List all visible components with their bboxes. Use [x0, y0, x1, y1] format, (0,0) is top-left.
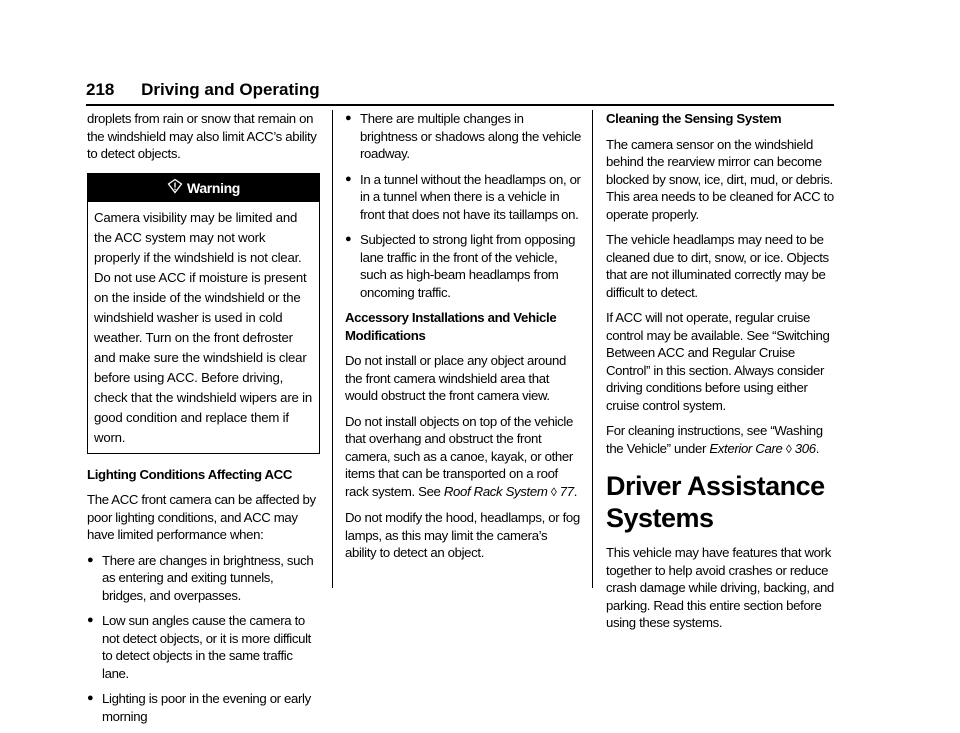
section-title: Driving and Operating: [141, 80, 320, 99]
bullet-item: ● There are changes in brightness, such as entering and exiting tunnels, bridges, and overpasses.: [87, 552, 314, 603]
column-3: [606, 110, 842, 640]
cross-reference-link[interactable]: Exterior Care: [709, 440, 783, 456]
column-2: [345, 110, 581, 570]
bullet-item: ● There are multiple changes in brightness or shadows along the vehicle roadway.: [345, 111, 581, 161]
bullet-icon: ●: [87, 553, 94, 566]
bullet-item: ● Subjected to strong light from opposing lane traffic in the front of the vehicle, such as high-beam headlamps from oncoming traffic.: [345, 232, 576, 300]
paragraph: For cleaning instructions, see “Washing the Vehicle” under Exterior Care ◊ 306.: [606, 423, 823, 456]
page-header: [86, 80, 320, 100]
chapter-heading: Driver Assistance Systems: [606, 471, 825, 533]
section-heading: Accessory Installations and Vehicle Modifications: [345, 310, 557, 343]
bullet-item: ● Low sun angles cause the camera to not detect objects, or it is more difficult to detect objects in the same traffic lane.: [87, 613, 311, 681]
section-heading: Cleaning the Sensing System: [606, 111, 782, 126]
column-divider: [332, 110, 333, 588]
bullet-icon: ●: [87, 692, 94, 704]
paragraph: The camera sensor on the windshield behind the rearview mirror can become blocked by snow, ice, dirt, mud, or debris. This area needs to be cleaned for ACC to operate properly.: [606, 136, 834, 222]
cross-reference-link[interactable]: Roof Rack System: [443, 483, 548, 499]
warning-text: Camera visibility may be limited and the ACC system may not work properly if the windshield is not clear. Do not use ACC if moisture is present on the inside of the windshield or the windshield washer is used in cold weather. Turn on the front defroster and make sure the windshield is clear before using ACC. Before driving, check that the windshield wipers are in good condition and replace them if worn.: [94, 209, 312, 445]
page-ref-icon: ◊: [785, 441, 792, 456]
page-ref-icon: ◊: [550, 484, 557, 499]
bullet-icon: ●: [87, 614, 94, 626]
warning-title: Warning: [186, 179, 241, 196]
cross-reference-page[interactable]: 77: [559, 483, 574, 499]
warning-box: [87, 173, 320, 454]
paragraph: The ACC front camera can be affected by poor lighting conditions, and ACC may have limited performance when:: [87, 492, 316, 542]
intro-paragraph: droplets from rain or snow that remain on the windshield may also limit ACC’s ability to detect objects.: [87, 111, 317, 161]
bullet-item: ● Lighting is poor in the evening or early morning: [87, 691, 311, 724]
paragraph: The vehicle headlamps may need to be cleaned due to dirt, snow, or ice. Objects that are not illuminated correctly may be difficult to detect.: [606, 232, 829, 300]
bullet-icon: ●: [345, 233, 352, 245]
section-heading: Lighting Conditions Affecting ACC: [87, 466, 293, 482]
bullet-icon: ●: [345, 112, 352, 124]
cross-reference-page[interactable]: 306: [794, 440, 816, 456]
paragraph: Do not install objects on top of the vehicle that overhang and obstruct the front camera, such as a canoe, kayak, or other items that can be transported on a roof rack system. See Roof Rack System ◊ 77.: [345, 413, 578, 499]
column-divider: [592, 110, 593, 588]
warning-header: [88, 174, 319, 202]
column-1: [87, 110, 320, 733]
paragraph: This vehicle may have features that work together to help avoid crashes or reduce crash damage while driving, backing, and parking. Read this entire section before using these systems.: [606, 545, 834, 630]
warning-icon: [167, 175, 183, 203]
bullet-item: ● In a tunnel without the headlamps on, or in a tunnel when there is a vehicle in front that does not have its taillamps on.: [345, 171, 581, 222]
page-number: 218: [86, 80, 115, 99]
bullet-icon: ●: [345, 172, 352, 185]
paragraph: If ACC will not operate, regular cruise control may be available. See “Switching Between ACC and Regular Cruise Control” in this section. Always consider driving conditions before using either cruise control system.: [606, 310, 830, 413]
paragraph: Do not modify the hood, headlamps, or fog lamps, as this may limit the camera’s ability to detect an object.: [345, 510, 580, 560]
header-rule: [86, 104, 834, 106]
paragraph: Do not install or place any object around the front camera windshield area that would obstruct the front camera view.: [345, 353, 566, 403]
